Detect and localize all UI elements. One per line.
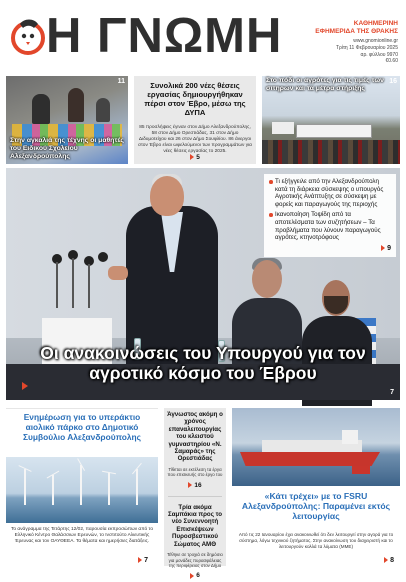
wind-turbines-photo: [6, 457, 158, 523]
turbine-tower: [52, 475, 54, 505]
arrow-icon: [138, 557, 142, 563]
issue-date: Τρίτη 11 Φεβρουαρίου 2025: [335, 45, 398, 51]
teaser-art-school[interactable]: [6, 76, 128, 164]
mic-stand: [88, 264, 90, 308]
turbine-tower: [80, 465, 82, 505]
teaser-page-number: 16: [389, 78, 397, 85]
issue-number: αρ. φύλλου 9970: [360, 52, 398, 58]
microphone-icon: [98, 252, 108, 262]
arrow-icon: [384, 557, 388, 563]
brief-gym[interactable]: [164, 408, 226, 492]
main-story[interactable]: [6, 168, 400, 400]
brief-headline: Τρία ακόμα Σαμπάκια προς το νέο Συνεννοητή Επισκέψεων Πυροσβεστικού Σώματος ΑΜΘ: [167, 503, 222, 548]
page-number: 16: [194, 481, 202, 489]
story-headline: Ενημέρωση για το υπεράκτιο αιολικό πάρκο στο Δημοτικό Συμβούλιο Αλεξανδρούπολης: [22, 412, 142, 442]
arrow-icon: [190, 154, 194, 160]
story-fsru[interactable]: [232, 408, 400, 566]
brief-page-ref: [167, 482, 223, 489]
tagline-line2: ΕΦΗΜΕΡΙΔΑ ΤΗΣ ΘΡΑΚΗΣ: [315, 27, 398, 35]
mic-stand: [56, 262, 58, 308]
briefs-column[interactable]: [164, 408, 226, 580]
minister-head: [150, 176, 184, 216]
microphones: [46, 248, 116, 308]
story-bullets: [264, 174, 396, 257]
page-number: 7: [144, 557, 148, 564]
teaser-jobs[interactable]: [134, 76, 256, 164]
teaser-caption: Στο πόδι οι αγρότες για τις τιμές των σιτηρών και τα μέτρα στήριξης: [266, 77, 384, 92]
mic-stand: [72, 258, 74, 308]
brief-body: Τίθεται σε εκτέλεση τα έργα που επισκευής στο έργο του: [167, 466, 223, 478]
turbine-tower: [108, 473, 110, 505]
photo-figure: [96, 98, 110, 122]
arrow-icon: [188, 482, 192, 488]
ship-hull: [240, 452, 380, 466]
photo-figure: [68, 88, 84, 122]
teaser-farmers-protest[interactable]: [262, 76, 400, 164]
fsru-ship-photo: [232, 408, 400, 486]
arrow-icon: [22, 382, 28, 390]
main-page-number: 7: [390, 389, 394, 396]
story-page-ref: [138, 557, 148, 564]
brief-fire-service[interactable]: [164, 501, 226, 582]
teaser-page-number: 11: [117, 78, 125, 85]
teaser-page-ref: [134, 154, 256, 161]
page-number: 6: [196, 572, 200, 580]
newspaper-title: Η ΓΝΩΜΗ: [46, 9, 283, 63]
protest-crowd: [262, 140, 400, 164]
bullet-item: Τι εξήγγειλε από την Αλεξανδρούπολη κατά τη διάρκεια σύσκεψης ο υπουργός Αγροτικής Ανάπτυξης σε σύσκεψη με φορείς και παραγωγούς της περιοχής: [269, 178, 391, 208]
turbine-tower: [136, 469, 138, 505]
protest-sign: [272, 122, 294, 134]
main-headline: Οι ανακοινώσεις του Υπουργού για τον αγροτικό κόσμο του Έβρου: [40, 343, 366, 383]
story-body: Το ανάγραμμα της Τετάρτης 12/02, παρουσία εκπροσώπων από το Ελληνικό Κέντρο Θαλάσσιων Ερευνών, το Ινστιτούτο Αλιευτικής Έρευνας και τον ΟΑΥΘΕΕΑ. Τα θέματα και ημερήσιες διατάξεις.: [10, 527, 154, 544]
story-headline: «Κάτι τρέχει» με το FSRU Αλεξανδρούπολης: Παραμένει εκτός λειτουργίας: [241, 491, 391, 521]
protest-banner: [296, 124, 372, 138]
story-body: Από τις 22 Ιανουαρίου έχει ανακοινωθεί ότι δεν λειτουργεί στην αγορά για το σύστημα, λόγω τεχνικού ζητήματος. Στην ανακοίνωση του διαχειριστή και το λειτουργούν κολλά τα λύματα (ΜΜΕ): [238, 532, 394, 549]
teaser-headline: Συνολικά 200 νέες θέσεις εργασίας δημιουργήθηκαν πέρσι στον Έβρο, μέσω της ΔΥΠΑ: [144, 81, 246, 117]
story-page-ref: [384, 557, 394, 564]
arrow-icon: [381, 245, 385, 251]
ship-bridge: [342, 430, 358, 444]
brief-headline: Άγνωστος ακόμη ο χρόνος επαναλειτουργίας του κλειστού γυμναστηρίου «Ν. Σαμαράς» της Ορεστιάδας: [167, 411, 223, 463]
masthead: [0, 0, 406, 72]
bullet-item: Ικανοποίηση Τοψίδη από τα αποτελέσματα των συζητήσεων – Τα προβλήματα που λύνουν παραγωγούς αγρότες, κτηνοτρόφους: [269, 211, 391, 241]
brief-page-ref: [167, 572, 223, 579]
owl-logo-icon: [6, 14, 50, 58]
page-number: 8: [390, 557, 394, 564]
page-number: 5: [196, 154, 200, 161]
teaser-body: 85 προσλήψεις έγιναν στον Δήμο Αλεξανδρούπολης, 58 στον Δήμο Ορεστιάδας, 31 στον Δήμο Διδυμοτείχου και 26 στον Δήμο Σουφλίου. 86 άνεργοι στον Έβρο είναι ωφελούμενοι των προγραμμάτων για νέες θέσεις εργασίας το 2025.: [138, 125, 252, 154]
masthead-info: [314, 20, 398, 64]
teaser-caption: Στην αγκαλιά της τέχνης οι μαθητές του Ειδικού Σχολείου Αλεξανδρούπολης: [10, 137, 124, 160]
turbine-tower: [24, 469, 26, 505]
story-wind-park[interactable]: [6, 408, 158, 566]
website: www.gnomionline.gr: [353, 38, 398, 44]
divider: [168, 496, 222, 497]
official-head: [252, 260, 282, 298]
price: €0.60: [385, 58, 398, 64]
tagline-line1: ΚΑΘΗΜΕΡΙΝΗ: [353, 20, 398, 27]
tugboat: [352, 466, 370, 474]
page-number: 9: [387, 244, 391, 252]
photo-figure: [32, 94, 50, 124]
bullets-page-ref: [269, 245, 391, 252]
arrow-icon: [190, 573, 194, 579]
brief-body: Τέθηκε σε τροχιά σε δημόσιο για μονάδες πυρασφάλειας της περιφέρειας στον Δήμο: [167, 552, 223, 568]
